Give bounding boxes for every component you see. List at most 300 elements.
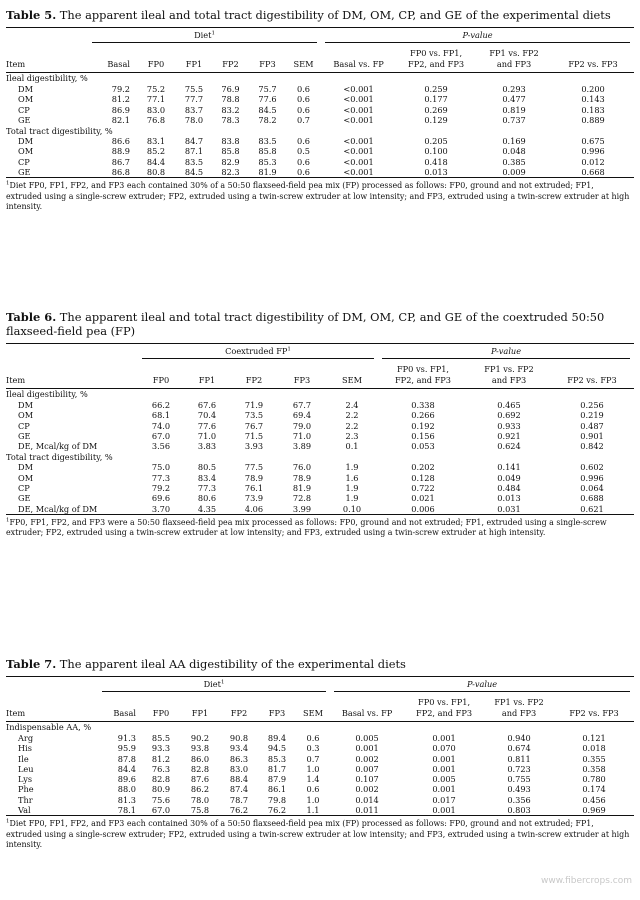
table-row: [6, 105, 634, 115]
table-6-group-header: [6, 344, 634, 362]
table-cell: 0.780: [582, 774, 606, 785]
table-6-coextruded-group: Coextruded $FP^1$: [142, 346, 374, 359]
table-7-column-header: [6, 694, 634, 722]
table-cell: 0.1: [345, 441, 359, 452]
table-cell: 0.064: [580, 483, 604, 494]
table-cell: 90.2: [190, 733, 210, 743]
table-5: [6, 8, 634, 212]
section-ileal: Ileal digestibility, %: [6, 389, 88, 400]
table-cell: 79.2: [111, 84, 130, 94]
table-cell: 0.174: [582, 784, 606, 795]
table-cell: 79.8: [267, 794, 287, 805]
col-sem: SEM: [326, 361, 378, 389]
table-cell: 4.35: [184, 504, 230, 515]
table-cell: 66.2: [151, 400, 171, 410]
table-cell: 0.205: [424, 136, 448, 147]
table-cell: 76.2: [258, 805, 296, 816]
table-5-footnote: $^1$Diet FP0, FP1, FP2, and FP3 each contained 30% of a 50:50 flaxseed-field pea mix (FP) processed as follows: FP0, ground and not extruded; FP1, extruded using a single-screw extruder; FP2, extruded using a twin-screw extruder at low intensity; and FP3, extruded using a twin-screw extruder at high intensity.: [6, 180, 630, 211]
row-label: CP: [18, 104, 30, 115]
table-cell: 69.6: [151, 493, 171, 504]
table-cell: 93.3: [151, 743, 171, 754]
table-6: [6, 310, 634, 538]
col-fp3: FP3: [249, 45, 286, 73]
table-6-footnote: $^1$FP0, FP1, FP2, and FP3 were a 50:50 flaxseed-field pea mix processed as follows: FP0, ground and not extruded; FP1, extruded using a single-screw extruder; FP2, extruded using a twin-screw extruder at low intensity; and FP3, extruded using a twin-screw extruder at high intensity.: [6, 517, 607, 538]
table-cell: 78.9: [292, 472, 312, 483]
table-cell: 0.200: [581, 84, 605, 94]
table-cell: 78.1: [98, 805, 142, 816]
section-total-tract: Total tract digestibility, %: [6, 451, 113, 462]
table-cell: 94.5: [267, 743, 287, 754]
table-cell: 0.5: [297, 146, 311, 157]
table-6-column-header: [6, 361, 634, 389]
table-cell: 82.1: [111, 114, 130, 125]
table-cell: 0.675: [581, 136, 605, 147]
row-label: Leu: [18, 763, 34, 774]
table-cell: 0.418: [424, 156, 448, 167]
row-label: His: [18, 743, 32, 754]
table-cell: 76.2: [220, 805, 258, 816]
table-cell: 0.921: [497, 430, 521, 441]
row-label: DM: [18, 400, 33, 410]
table-cell: 2.2: [345, 410, 359, 421]
table-cell: 0.013: [396, 167, 476, 178]
col-fp2: FP2: [220, 694, 258, 722]
table-cell: 0.456: [582, 794, 606, 805]
table-cell: 86.2: [190, 784, 210, 795]
table-7: [6, 657, 634, 850]
table-cell: 73.9: [244, 493, 264, 504]
table-cell: 77.3: [151, 472, 171, 483]
table-cell: 81.7: [267, 763, 287, 774]
col-fp0-vs-others: FP0 vs. FP1, FP2, and FP3: [378, 361, 468, 389]
table-cell: 0.269: [424, 104, 448, 115]
table-row: [6, 754, 634, 764]
table-cell: 86.9: [111, 104, 130, 115]
table-cell: 0.107: [355, 774, 379, 785]
table-row: [6, 473, 634, 483]
table-cell: 0.156: [411, 430, 435, 441]
table-cell: 0.256: [580, 400, 604, 410]
table-cell: 0.219: [580, 410, 604, 421]
table-cell: 3.56: [151, 441, 171, 452]
table-cell: 0.192: [411, 420, 435, 431]
table-cell: 87.1: [184, 146, 204, 157]
table-7-pvalue-group: P-value: [334, 679, 630, 692]
table-row: [6, 784, 634, 794]
table-cell: 93.4: [229, 743, 249, 754]
table-cell: 2.3: [345, 430, 359, 441]
table-7-title: [6, 657, 634, 671]
row-label: GE: [6, 167, 88, 178]
table-cell: 77.6: [258, 94, 277, 105]
table-5-group-header: [6, 28, 634, 46]
table-cell: 75.5: [184, 84, 204, 94]
table-row: [6, 493, 634, 503]
table-row: [6, 795, 634, 805]
table-cell: 80.5: [197, 462, 217, 473]
table-cell: 82.8: [151, 774, 171, 785]
table-7-footnote: $^1$Diet FP0, FP1, FP2, and FP3 each contained 30% of a 50:50 flaxseed-field pea mix (FP) processed as follows: FP0, ground and not extruded; FP1, extruded using a single-screw extruder; FP2, extruded using a twin-screw extruder at low intensity; and FP3, extruded using a twin-screw extruder at high intensity.: [6, 818, 630, 849]
table-cell: 1.9: [345, 462, 359, 473]
table-cell: 86.0: [190, 753, 210, 764]
col-fp0-vs-others: FP0 vs. FP1, FP2, and FP3: [404, 694, 484, 722]
table-cell: 87.4: [229, 784, 249, 795]
row-label: Val: [6, 805, 98, 816]
table-cell: 77.5: [244, 462, 264, 473]
table-cell: 80.6: [197, 493, 217, 504]
table-cell: 0.6: [297, 136, 311, 147]
table-cell: 95.9: [117, 743, 136, 754]
col-fp2-vs-fp3: FP2 vs. FP3: [554, 694, 634, 722]
table-cell: <0.001: [343, 114, 374, 125]
table-cell: 0.006: [378, 504, 468, 515]
table-cell: 3.89: [292, 441, 312, 452]
section-total-tract: Total tract digestibility, %: [6, 125, 113, 136]
table-cell: 0.737: [502, 114, 526, 125]
table-cell: 82.9: [221, 156, 240, 167]
table-cell: 91.3: [117, 733, 136, 743]
col-fp3: FP3: [278, 361, 326, 389]
table-cell: 78.3: [221, 114, 240, 125]
table-cell: 87.6: [190, 774, 210, 785]
table-cell: 0.005: [432, 774, 456, 785]
table-5-diet-group: Diet$^1$: [92, 30, 317, 43]
table-cell: 0.819: [502, 104, 526, 115]
table-cell: 0.692: [497, 410, 521, 421]
table-cell: 0.6: [306, 784, 320, 795]
table-cell: 0.012: [581, 156, 605, 167]
table-cell: 0.121: [582, 733, 606, 743]
table-row: [6, 136, 634, 146]
table-cell: 81.9: [292, 483, 312, 494]
table-cell: 1.0: [306, 794, 320, 805]
table-cell: 79.0: [292, 420, 312, 431]
table-cell: 1.9: [345, 493, 359, 504]
table-cell: 84.4: [117, 763, 136, 774]
table-cell: 0.6: [297, 84, 311, 94]
row-label: DM: [18, 462, 33, 473]
watermark: www.fibercrops.com: [541, 876, 632, 886]
table-cell: 0.7: [297, 114, 311, 125]
table-7-number: Table 7.: [6, 657, 57, 671]
table-5-caption: The apparent ileal and total tract digestibility of DM, OM, CP, and GE of the experimental diets: [56, 8, 611, 22]
table-cell: 75.8: [180, 805, 220, 816]
row-label: Phe: [18, 784, 34, 795]
table-cell: <0.001: [343, 94, 374, 105]
table-cell: 88.9: [111, 146, 130, 157]
table-cell: 90.8: [229, 733, 249, 743]
table-cell: 86.3: [229, 753, 249, 764]
table-cell: 0.385: [502, 156, 526, 167]
table-row: [6, 94, 634, 104]
table-cell: 84.7: [184, 136, 204, 147]
table-cell: 0.842: [580, 441, 604, 452]
table-cell: 0.021: [411, 493, 435, 504]
table-cell: 87.9: [267, 774, 287, 785]
table-cell: 0.477: [502, 94, 526, 105]
table-cell: 1.4: [306, 774, 320, 785]
table-cell: 0.755: [507, 774, 531, 785]
table-cell: 1.0: [306, 763, 320, 774]
table-cell: 0.338: [411, 400, 435, 410]
table-cell: 83.2: [221, 104, 240, 115]
table-cell: 0.803: [484, 805, 554, 816]
table-cell: 67.6: [197, 400, 217, 410]
table-row: [6, 421, 634, 431]
table-cell: 78.9: [244, 472, 264, 483]
table-cell: 0.602: [580, 462, 604, 473]
table-cell: 85.8: [221, 146, 240, 157]
table-cell: 84.4: [146, 156, 166, 167]
table-cell: 83.0: [146, 104, 166, 115]
table-cell: 74.0: [151, 420, 171, 431]
table-cell: 68.1: [151, 410, 171, 421]
table-cell: 78.2: [258, 114, 277, 125]
table-cell: 82.8: [190, 763, 210, 774]
table-cell: 77.3: [197, 483, 217, 494]
col-fp3: FP3: [258, 694, 296, 722]
col-fp0: FP0: [136, 45, 176, 73]
col-fp2-vs-fp3: FP2 vs. FP3: [550, 361, 634, 389]
table-row: [6, 157, 634, 167]
col-fp2-vs-fp3: FP2 vs. FP3: [552, 45, 634, 73]
col-fp0: FP0: [138, 361, 184, 389]
row-label: Arg: [18, 733, 34, 743]
col-fp1-vs-fp2-fp3: FP1 vs. FP2 and FP3: [476, 45, 552, 73]
table-cell: 81.2: [151, 753, 171, 764]
table-row: [6, 462, 634, 472]
table-cell: 0.6: [297, 104, 311, 115]
table-cell: 2.4: [345, 400, 359, 410]
table-cell: 83.1: [146, 136, 166, 147]
row-label: Thr: [18, 794, 33, 805]
table-cell: 0.183: [581, 104, 605, 115]
table-cell: 0.009: [476, 167, 552, 178]
table-7-diet-group: Diet$^1$: [102, 679, 326, 692]
table-cell: 0.688: [580, 493, 604, 504]
col-basal: Basal: [98, 694, 142, 722]
col-basal: Basal: [88, 45, 136, 73]
table-cell: 67.7: [292, 400, 312, 410]
row-label: OM: [18, 146, 34, 157]
table-cell: 0.031: [468, 504, 550, 515]
table-cell: 0.017: [432, 794, 456, 805]
table-row: [6, 146, 634, 156]
row-label: GE: [18, 493, 31, 504]
table-row: [6, 115, 634, 125]
table-cell: 87.8: [117, 753, 136, 764]
table-cell: 84.5: [176, 167, 212, 178]
table-cell: 3.83: [197, 441, 217, 452]
table-cell: 67.0: [151, 430, 171, 441]
table-7-group-header: [6, 677, 634, 695]
col-fp1: FP1: [176, 45, 212, 73]
table-cell: 0.259: [424, 84, 448, 94]
table-cell: 80.9: [151, 784, 171, 795]
table-cell: 0.356: [507, 794, 531, 805]
table-cell: 86.6: [111, 136, 130, 147]
table-6-pvalue-group: P-value: [382, 346, 630, 359]
table-cell: 85.5: [151, 733, 171, 743]
row-label: GE: [18, 114, 31, 125]
table-cell: 0.018: [582, 743, 606, 754]
table-cell: 81.3: [117, 794, 136, 805]
col-fp1: FP1: [184, 361, 230, 389]
table-cell: 0.129: [424, 114, 448, 125]
row-label: CP: [18, 483, 30, 494]
table-cell: 0.049: [497, 472, 521, 483]
table-cell: 69.4: [292, 410, 312, 421]
table-cell: <0.001: [343, 136, 374, 147]
col-sem: SEM: [296, 694, 330, 722]
table-cell: 79.2: [151, 483, 171, 494]
table-cell: 86.1: [267, 784, 287, 795]
table-cell: 0.005: [355, 733, 379, 743]
table-cell: 0.007: [355, 763, 379, 774]
table-6-caption: The apparent ileal and total tract digestibility of DM, OM, CP, and GE of the coextruded 50:50 flaxseed-field pea (FP): [6, 310, 605, 338]
table-cell: 83.4: [197, 472, 217, 483]
section-ileal: Ileal digestibility, %: [6, 73, 88, 84]
table-cell: 0.487: [580, 420, 604, 431]
table-cell: 76.7: [244, 420, 264, 431]
row-label: OM: [18, 410, 34, 421]
table-cell: 71.5: [244, 430, 264, 441]
table-row: [6, 410, 634, 420]
table-cell: 0.811: [507, 753, 531, 764]
table-cell: 1.6: [345, 472, 359, 483]
col-basal-vs-fp: Basal vs. FP: [321, 45, 396, 73]
table-row: [6, 504, 634, 515]
table-cell: 0.177: [424, 94, 448, 105]
table-5-title: [6, 8, 634, 22]
table-cell: 81.9: [249, 167, 286, 178]
table-cell: 77.7: [184, 94, 204, 105]
col-item: Item: [6, 361, 138, 389]
table-cell: 0.6: [297, 156, 311, 167]
table-cell: 76.8: [146, 114, 166, 125]
table-cell: 0.484: [497, 483, 521, 494]
table-cell: 0.723: [507, 763, 531, 774]
table-cell: 78.7: [229, 794, 249, 805]
table-cell: 83.8: [221, 136, 240, 147]
table-cell: 72.8: [292, 493, 312, 504]
table-cell: 3.99: [278, 504, 326, 515]
table-cell: 0.7: [306, 753, 320, 764]
table-cell: <0.001: [321, 167, 396, 178]
table-5-pvalue-group: P-value: [325, 30, 630, 43]
row-label: OM: [18, 94, 34, 105]
table-cell: 0.048: [502, 146, 526, 157]
table-cell: 78.0: [184, 114, 204, 125]
table-cell: 0.013: [497, 493, 521, 504]
table-cell: 0.169: [502, 136, 526, 147]
table-cell: 88.0: [117, 784, 136, 795]
table-cell: 0.6: [286, 167, 321, 178]
table-cell: 0.668: [552, 167, 634, 178]
col-fp2: FP2: [212, 45, 249, 73]
table-cell: 82.3: [212, 167, 249, 178]
table-row: [6, 84, 634, 94]
table-row: [6, 805, 634, 816]
row-label: DM: [18, 136, 33, 147]
table-cell: 88.4: [229, 774, 249, 785]
table-cell: 83.0: [229, 763, 249, 774]
table-cell: 70.4: [197, 410, 217, 421]
table-cell: 0.3: [306, 743, 320, 754]
table-cell: 76.0: [292, 462, 312, 473]
row-label: DE, Mcal/kg of DM: [6, 504, 138, 515]
table-cell: 78.0: [190, 794, 210, 805]
table-cell: 0.493: [507, 784, 531, 795]
table-cell: 0.465: [497, 400, 521, 410]
table-cell: 0.053: [411, 441, 435, 452]
table-cell: 71.0: [197, 430, 217, 441]
table-cell: 78.8: [221, 94, 240, 105]
table-row: [6, 483, 634, 493]
table-row: [6, 441, 634, 451]
table-cell: 0.889: [581, 114, 605, 125]
table-cell: 0.722: [411, 483, 435, 494]
table-5-number: Table 5.: [6, 8, 57, 22]
table-7-grid: [6, 676, 634, 816]
col-fp1-vs-fp2-fp3: FP1 vs. FP2 and FP3: [468, 361, 550, 389]
table-cell: 83.5: [184, 156, 204, 167]
table-cell: 84.5: [258, 104, 277, 115]
table-cell: 89.6: [117, 774, 136, 785]
table-cell: 81.2: [111, 94, 130, 105]
table-cell: 0.141: [497, 462, 521, 473]
col-basal-vs-fp: Basal vs. FP: [330, 694, 404, 722]
row-label: Ile: [18, 753, 29, 764]
table-cell: 0.070: [432, 743, 456, 754]
table-5-grid: [6, 27, 634, 178]
table-cell: 0.011: [330, 805, 404, 816]
col-fp2: FP2: [230, 361, 278, 389]
table-cell: <0.001: [343, 156, 374, 167]
table-cell: 0.358: [582, 763, 606, 774]
table-cell: 71.9: [244, 400, 264, 410]
table-cell: 85.3: [267, 753, 287, 764]
table-row: [6, 774, 634, 784]
table-cell: 0.940: [507, 733, 531, 743]
table-cell: 76.1: [244, 483, 264, 494]
table-cell: 0.001: [432, 784, 456, 795]
table-row: [6, 743, 634, 753]
table-cell: 73.5: [244, 410, 264, 421]
table-cell: 0.266: [411, 410, 435, 421]
table-cell: 0.002: [355, 753, 379, 764]
table-cell: 0.014: [355, 794, 379, 805]
table-cell: 0.10: [326, 504, 378, 515]
col-fp0-vs-others: FP0 vs. FP1, FP2, and FP3: [396, 45, 476, 73]
table-cell: 0.202: [411, 462, 435, 473]
table-cell: 0.128: [411, 472, 435, 483]
table-cell: 77.1: [146, 94, 166, 105]
table-cell: 0.969: [554, 805, 634, 816]
table-cell: 0.6: [306, 733, 320, 743]
row-label: Lys: [18, 774, 33, 785]
table-row: [6, 764, 634, 774]
table-cell: 80.8: [136, 167, 176, 178]
table-cell: 85.2: [146, 146, 166, 157]
col-item: Item: [6, 45, 88, 73]
table-cell: 0.621: [550, 504, 634, 515]
table-cell: 86.8: [88, 167, 136, 178]
table-cell: 75.2: [146, 84, 166, 94]
table-cell: 76.9: [221, 84, 240, 94]
table-cell: 0.996: [580, 472, 604, 483]
table-cell: 83.7: [184, 104, 204, 115]
